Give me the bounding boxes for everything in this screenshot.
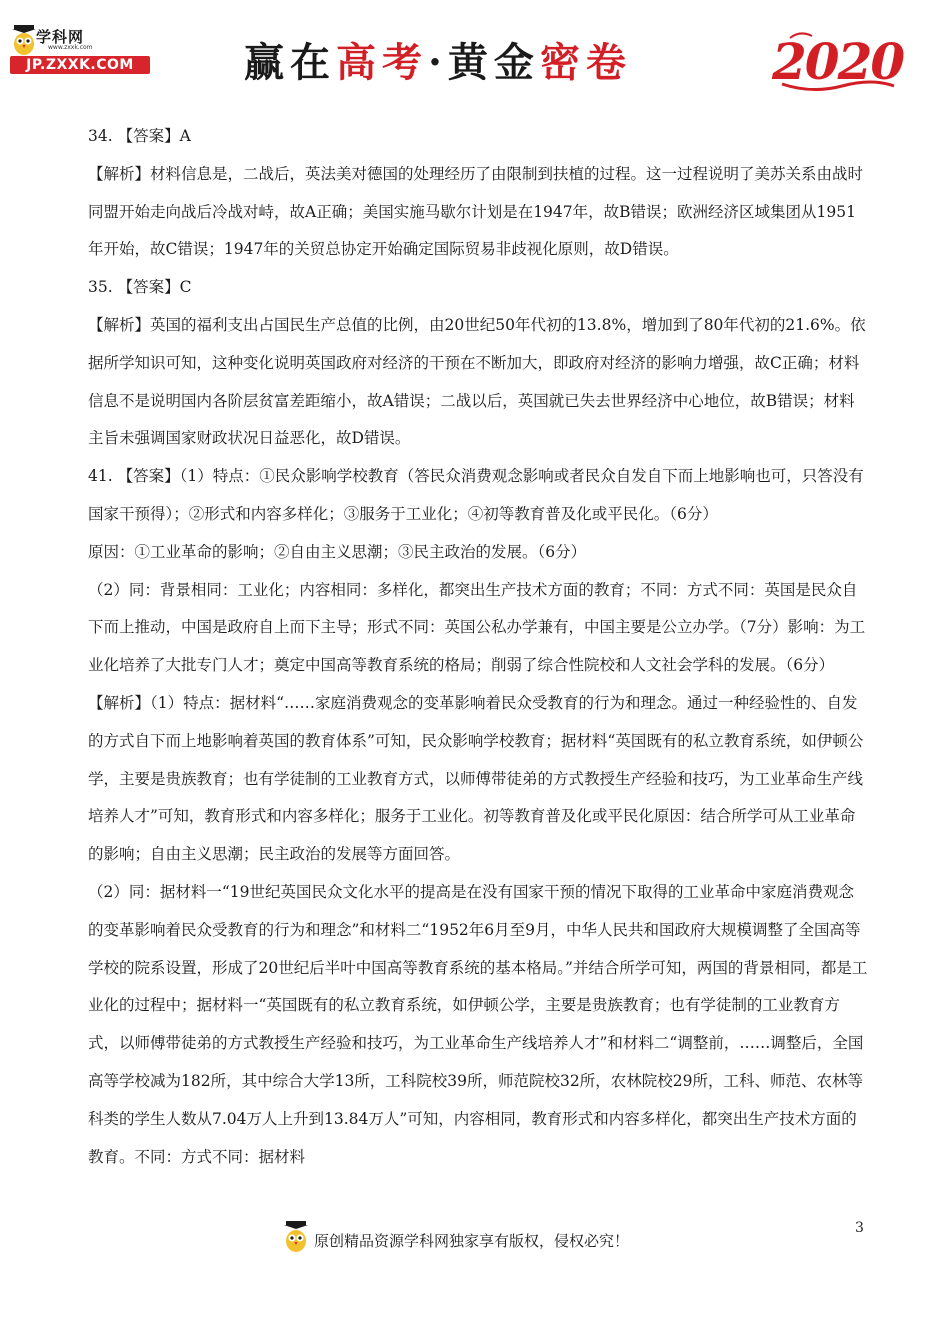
owl-mascot-icon — [10, 24, 38, 56]
page-number: 3 — [855, 1220, 864, 1236]
logo-small-url: www.zxxk.com — [48, 44, 93, 51]
banner-title — [244, 38, 632, 88]
year-badge — [772, 26, 902, 96]
banner-part-2: 高考 — [336, 39, 428, 86]
answer-34-heading: 34. 【答案】A — [88, 127, 191, 145]
copyright-notice: 原创精品资源学科网独家享有版权，侵权必究！ — [314, 1232, 630, 1250]
analysis-41-part2: （2）同：据材料一“19世纪英国民众文化水平的提高是在没有国家干预的情况下取得的工业革命中家庭消费观念的变革影响着民众受教育的行为和理念”和材料二“1952年6月至9月，中华人民共和国政府大规模调整了全国高等学校的院系设置，形成了20世纪后半叶中国高等教育系统的基本格局。”并结合所学可知，两国的背景相同，都是工业化的过程中；据材料一“英国既有的私立教育系统，如伊顿公学，主要是贵族教育；也有学徒制的工业教育方式，以师傅带徒弟的方式教授生产经验和技巧，为工业革命生产线培养人才”和材料二“调整前，……调整后，全国高等学校减为182所，其中综合大学13所，工科院校39所，师范院校32所，农林院校29所，工科、师范、农林等科类的学生人数从7.04万人上升到13.84万人”可知，内容相同，教育形式和内容多样化，都突出生产技术方面的教育。不同：方式不同：据材料 — [88, 882, 868, 1166]
banner-part-3: ·黄金 — [428, 39, 540, 86]
answer-35-heading: 35. 【答案】C — [88, 278, 192, 297]
site-logo[interactable] — [10, 24, 150, 80]
answer-41-reasons: 原因：①工业革命的影响；②自由主义思潮；③民主政治的发展。（6分） — [88, 542, 587, 561]
owl-mascot-icon — [282, 1220, 310, 1254]
page-header — [0, 0, 950, 115]
year-text: 2020 — [772, 32, 904, 91]
answer-41-part2: （2）同：背景相同：工业化；内容相同：多样化，都突出生产技术方面的教育；不同：方式不同：英国是民众自下而上推动，中国是政府自上而下主导；形式不同：英国公私办学兼有，中国主要是公立办学。（7分）影响：为工业化培养了大批专门人才；奠定中国高等教育系统的格局；削弱了综合性院校和人文社会学科的发展。（6分） — [88, 580, 866, 675]
logo-title: 学科网 — [36, 28, 85, 46]
analysis-35: 【解析】英国的福利支出占国民生产总值的比例，由20世纪50年代初的13.8%，增加到了80年代初的21.6%。依据所学知识可知，这种变化说明英国政府对经济的干预在不断加大，即政府对经济的影响力增强，故C正确；材料信息不是说明国内各阶层贫富差距缩小，故A错误；二战以后，英国就已失去世界经济中心地位，故B错误；材料主旨未强调国家财政状况日益恶化，故D错误。 — [88, 315, 866, 448]
answer-41-part1: 41. 【答案】（1）特点：①民众影响学校教育（答民众消费观念影响或者民众自发自下而上地影响也可，只答没有国家干预得）；②形式和内容多样化；③服务于工业化；④初等教育普及化或平民化。（6分） — [88, 467, 864, 523]
banner-part-4: 密卷 — [539, 39, 632, 86]
banner-part-1: 赢在 — [244, 39, 336, 86]
answer-content — [88, 118, 868, 1176]
analysis-34: 【解析】材料信息是，二战后，英法美对德国的处理经历了由限制到扶植的过程。这一过程说明了美苏关系由战时同盟开始走向战后冷战对峙，故A正确；美国实施马歇尔计划是在1947年，故B错误；欧洲经济区域集团从1951年开始，故C错误；1947年的关贸总协定开始确定国际贸易非歧视化原则，故D错误。 — [88, 164, 864, 259]
logo-url-bar: JP.ZXXK.COM — [10, 56, 150, 74]
analysis-41-part1: 【解析】（1）特点：据材料“……家庭消费观念的变革影响着民众受教育的行为和理念。通过一种经验性的、自发的方式自下而上地影响着英国的教育体系”可知，民众影响学校教育；据材料“英国既有的私立教育系统，如伊顿公学，主要是贵族教育；也有学徒制的工业教育方式，以师傅带徒弟的方式教授生产经验和技巧，为工业革命生产线培养人才”可知，教育形式和内容多样化；服务于工业化。初等教育普及化或平民化原因：结合所学可从工业革命的影响；自由主义思潮；民主政治的发展等方面回答。 — [88, 693, 864, 864]
